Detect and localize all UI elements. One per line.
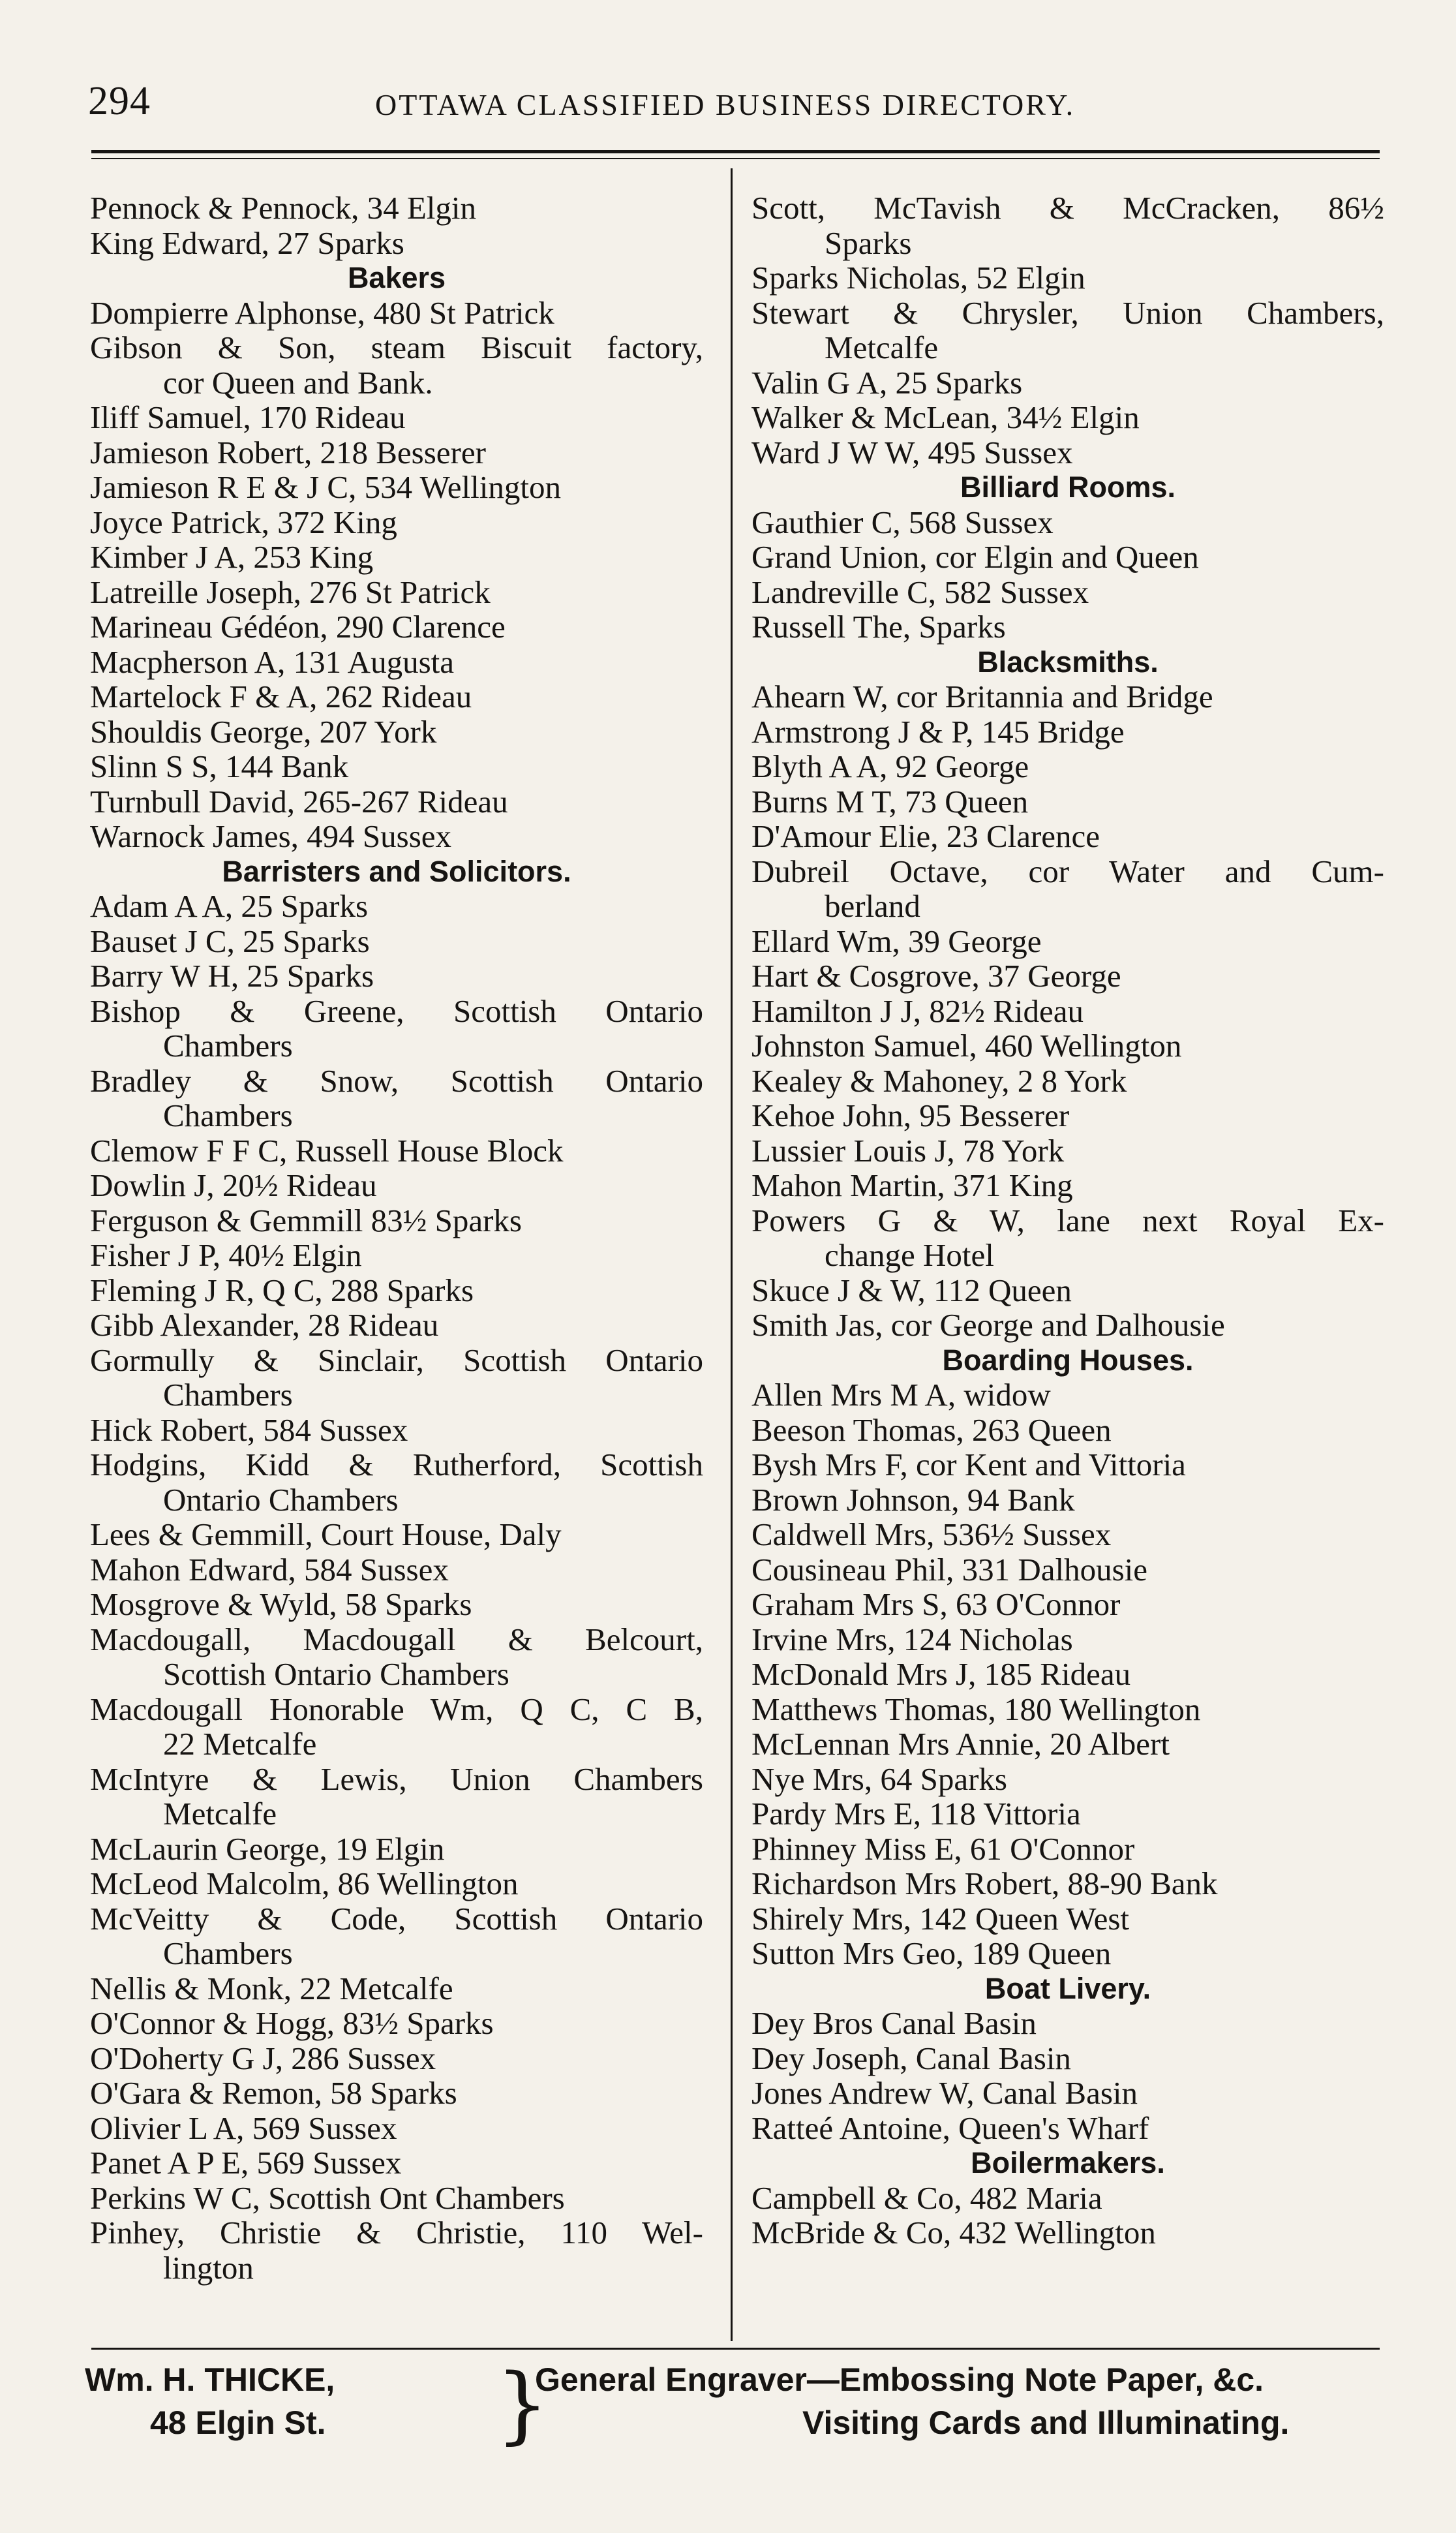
directory-entry: Matthews Thomas, 180 Wellington <box>751 1691 1201 1727</box>
directory-entry: Martelock F & A, 262 Rideau <box>90 679 472 714</box>
directory-entry: Gibb Alexander, 28 Rideau <box>90 1307 439 1343</box>
directory-entry: King Edward, 27 Sparks <box>90 224 404 261</box>
directory-entry: Ferguson & Gemmill 83½ Sparks <box>90 1202 522 1238</box>
directory-entry: McVeitty & Code, Scottish Ontario <box>90 1900 703 1937</box>
directory-entry: Blyth A A, 92 George <box>751 748 1029 784</box>
directory-entry: Macdougall Honorable Wm, Q C, C B, <box>90 1691 703 1727</box>
directory-entry: Landreville C, 582 Sussex <box>751 574 1089 610</box>
directory-entry: Lees & Gemmill, Court House, Daly <box>90 1516 562 1552</box>
directory-entry: Beeson Thomas, 263 Queen <box>751 1411 1112 1448</box>
directory-entry: Hodgins, Kidd & Rutherford, Scottish <box>90 1447 703 1482</box>
directory-entry-continuation: Sparks <box>825 224 912 261</box>
directory-entry: McLeod Malcolm, 86 Wellington <box>90 1865 519 1901</box>
directory-entry: Sutton Mrs Geo, 189 Queen <box>751 1935 1112 1971</box>
directory-entry-continuation: berland <box>825 888 920 924</box>
directory-entry: Warnock James, 494 Sussex <box>90 818 452 854</box>
directory-entry-continuation: change Hotel <box>825 1237 994 1273</box>
directory-entry: Walker & McLean, 34½ Elgin <box>751 399 1140 435</box>
directory-entry: Dowlin J, 20½ Rideau <box>90 1167 377 1203</box>
advertiser-name: Wm. H. THICKE, <box>85 2361 335 2398</box>
directory-entry: Macpherson A, 131 Augusta <box>90 643 454 680</box>
column-divider <box>731 168 733 2341</box>
directory-entry: Jamieson Robert, 218 Besserer <box>90 434 486 470</box>
directory-entry-continuation: Ontario Chambers <box>163 1481 399 1518</box>
directory-entry: D'Amour Elie, 23 Clarence <box>751 818 1100 854</box>
directory-entry: Stewart & Chrysler, Union Chambers, <box>751 294 1384 331</box>
directory-entry: O'Connor & Hogg, 83½ Sparks <box>90 2005 494 2041</box>
advertiser-address: 48 Elgin St. <box>150 2404 326 2441</box>
directory-entry: Ellard Wm, 39 George <box>751 923 1042 959</box>
directory-entry-continuation: Chambers <box>163 1377 293 1413</box>
directory-entry: Shirely Mrs, 142 Queen West <box>751 1900 1130 1937</box>
directory-entry: Ratteé Antoine, Queen's Wharf <box>751 2110 1149 2146</box>
directory-entry-continuation: lington <box>163 2249 254 2286</box>
directory-entry: Bauset J C, 25 Sparks <box>90 923 370 959</box>
directory-entry: Hick Robert, 584 Sussex <box>90 1411 408 1448</box>
directory-entry: Panet A P E, 569 Sussex <box>90 2145 402 2181</box>
directory-entry: Jones Andrew W, Canal Basin <box>751 2075 1138 2111</box>
directory-entry-continuation: Scottish Ontario Chambers <box>163 1656 509 1692</box>
page-number: 294 <box>88 79 151 123</box>
category-heading: Billiard Rooms. <box>960 470 1176 504</box>
directory-entry: Caldwell Mrs, 536½ Sussex <box>751 1516 1112 1552</box>
directory-entry: McBride & Co, 432 Wellington <box>751 2215 1156 2250</box>
category-heading: Boarding Houses. <box>942 1343 1194 1377</box>
directory-entry: Scott, McTavish & McCracken, 86½ <box>751 190 1384 226</box>
left-column <box>90 191 703 2285</box>
directory-entry: Skuce J & W, 112 Queen <box>751 1272 1072 1308</box>
directory-entry: McLaurin George, 19 Elgin <box>90 1830 445 1867</box>
category-heading: Blacksmiths. <box>977 645 1159 679</box>
directory-entry: Johnston Samuel, 460 Wellington <box>751 1028 1182 1064</box>
directory-entry-continuation: Chambers <box>163 1935 293 1971</box>
directory-entry-continuation: cor Queen and Bank. <box>163 364 433 401</box>
directory-entry: Richardson Mrs Robert, 88-90 Bank <box>751 1865 1218 1901</box>
directory-entry: Dompierre Alphonse, 480 St Patrick <box>90 294 554 331</box>
directory-entry: Pinhey, Christie & Christie, 110 Wel- <box>90 2215 703 2250</box>
directory-entry: Adam A A, 25 Sparks <box>90 888 369 924</box>
directory-entry: Fisher J P, 40½ Elgin <box>90 1237 362 1273</box>
directory-entry: Kehoe John, 95 Besserer <box>751 1098 1070 1133</box>
directory-entry: Gauthier C, 568 Sussex <box>751 504 1054 540</box>
directory-entry: Graham Mrs S, 63 O'Connor <box>751 1586 1121 1622</box>
directory-entry: Turnbull David, 265-267 Rideau <box>90 783 508 820</box>
directory-entry: Olivier L A, 569 Sussex <box>90 2110 397 2146</box>
directory-entry: Pennock & Pennock, 34 Elgin <box>90 190 477 226</box>
category-heading: Barristers and Solicitors. <box>222 854 571 888</box>
directory-entry: Sparks Nicholas, 52 Elgin <box>751 260 1085 296</box>
directory-entry: McDonald Mrs J, 185 Rideau <box>751 1656 1131 1692</box>
directory-entry: Irvine Mrs, 124 Nicholas <box>751 1621 1073 1657</box>
directory-entry: Bradley & Snow, Scottish Ontario <box>90 1062 703 1099</box>
directory-entry: Latreille Joseph, 276 St Patrick <box>90 574 491 610</box>
directory-entry: Marineau Gédéon, 290 Clarence <box>90 609 506 645</box>
directory-entry: Mahon Edward, 584 Sussex <box>90 1551 449 1588</box>
running-title: OTTAWA CLASSIFIED BUSINESS DIRECTORY. <box>375 88 1076 121</box>
directory-entry: O'Gara & Remon, 58 Sparks <box>90 2075 457 2111</box>
footer-rule <box>91 2348 1380 2350</box>
page-header <box>88 78 1380 130</box>
directory-entry: Bysh Mrs F, cor Kent and Vittoria <box>751 1447 1186 1482</box>
directory-entry: Grand Union, cor Elgin and Queen <box>751 539 1199 575</box>
advertisement-footer <box>85 2356 1389 2459</box>
directory-entry: Cousineau Phil, 331 Dalhousie <box>751 1551 1148 1588</box>
directory-entry: Gibson & Son, steam Biscuit factory, <box>90 330 703 365</box>
header-rule-thin <box>91 158 1380 159</box>
directory-entry: Lussier Louis J, 78 York <box>751 1132 1065 1169</box>
category-heading: Boilermakers. <box>971 2146 1165 2179</box>
directory-entry: Clemow F F C, Russell House Block <box>90 1132 564 1169</box>
directory-entry: Ahearn W, cor Britannia and Bridge <box>751 679 1213 714</box>
directory-entry: Hart & Cosgrove, 37 George <box>751 958 1121 994</box>
directory-entry: Brown Johnson, 94 Bank <box>751 1481 1075 1518</box>
directory-entry: Macdougall, Macdougall & Belcourt, <box>90 1621 703 1657</box>
directory-entry: Dey Bros Canal Basin <box>751 2005 1037 2041</box>
directory-entry: Joyce Patrick, 372 King <box>90 504 397 540</box>
directory-entry-continuation: Chambers <box>163 1028 293 1064</box>
category-heading: Boat Livery. <box>984 1971 1151 2005</box>
directory-entry: Ward J W W, 495 Sussex <box>751 434 1073 470</box>
directory-entry: Dey Joseph, Canal Basin <box>751 2040 1071 2076</box>
directory-entry: McIntyre & Lewis, Union Chambers <box>90 1760 703 1797</box>
directory-entry: Pardy Mrs E, 118 Vittoria <box>751 1796 1081 1832</box>
directory-entry: Dubreil Octave, cor Water and Cum- <box>751 853 1384 889</box>
directory-entry: Iliff Samuel, 170 Rideau <box>90 399 406 435</box>
directory-entry: Allen Mrs M A, widow <box>751 1377 1051 1413</box>
directory-entry: Gormully & Sinclair, Scottish Ontario <box>90 1342 703 1378</box>
services-line-2: Visiting Cards and Illuminating. <box>802 2404 1290 2441</box>
right-column <box>751 191 1384 2250</box>
directory-entry: Burns M T, 73 Queen <box>751 783 1029 820</box>
directory-entry-continuation: Chambers <box>163 1098 293 1133</box>
directory-entry: Barry W H, 25 Sparks <box>90 958 374 994</box>
directory-entry: Valin G A, 25 Sparks <box>751 364 1023 401</box>
directory-entry: Smith Jas, cor George and Dalhousie <box>751 1307 1225 1343</box>
directory-entry: Kimber J A, 253 King <box>90 539 374 575</box>
directory-entry: Slinn S S, 144 Bank <box>90 748 349 784</box>
directory-entry: Fleming J R, Q C, 288 Sparks <box>90 1272 474 1308</box>
directory-entry: Nellis & Monk, 22 Metcalfe <box>90 1970 453 2006</box>
directory-entry: Kealey & Mahoney, 2 8 York <box>751 1062 1127 1099</box>
directory-entry: Perkins W C, Scottish Ont Chambers <box>90 2179 565 2216</box>
directory-entry: Shouldis George, 207 York <box>90 713 437 750</box>
category-heading: Bakers <box>347 261 446 294</box>
directory-entry-continuation: Metcalfe <box>825 330 939 365</box>
directory-entry: Powers G & W, lane next Royal Ex- <box>751 1202 1384 1238</box>
directory-entry: Nye Mrs, 64 Sparks <box>751 1760 1007 1797</box>
directory-entry: Armstrong J & P, 145 Bridge <box>751 713 1125 750</box>
directory-entry: Campbell & Co, 482 Maria <box>751 2179 1102 2216</box>
directory-entry: McLennan Mrs Annie, 20 Albert <box>751 1726 1170 1762</box>
directory-entry: Mosgrove & Wyld, 58 Sparks <box>90 1586 472 1622</box>
directory-entry: Hamilton J J, 82½ Rideau <box>751 992 1084 1029</box>
directory-entry: Phinney Miss E, 61 O'Connor <box>751 1830 1135 1867</box>
directory-entry: Mahon Martin, 371 King <box>751 1167 1073 1203</box>
services-line-1: General Engraver—Embossing Note Paper, &c. <box>535 2361 1264 2398</box>
brace-divider: } <box>496 2356 549 2453</box>
directory-entry-continuation: Metcalfe <box>163 1796 277 1832</box>
directory-entry: Bishop & Greene, Scottish Ontario <box>90 992 703 1029</box>
directory-entry: Russell The, Sparks <box>751 609 1006 645</box>
directory-entry: Jamieson R E & J C, 534 Wellington <box>90 469 561 505</box>
header-rule-thick <box>91 150 1380 153</box>
directory-entry: O'Doherty G J, 286 Sussex <box>90 2040 436 2076</box>
directory-entry-continuation: 22 Metcalfe <box>163 1726 317 1762</box>
